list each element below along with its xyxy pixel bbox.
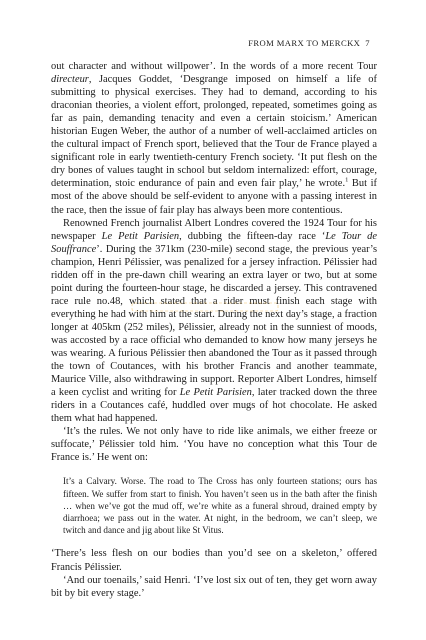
paragraph-1: [51, 60, 377, 217]
body-text: [51, 60, 377, 600]
block-quote: It’s a Calvary. Worse. The road to The Cross has only fourteen stations; ours has fifteen. We suffer from start to finish. You haven’t seen us in the bath after the finish … when we’ve got the mud off, we’re white as a funeral shroud, drained empty by diarrhoea; we pass out in the water. At night, in the bedroom, we can’t sleep, we twitch and dance and jig about like St Vitus.: [63, 476, 377, 536]
paragraph-2-italic-2: Le Tour de Souffrance: [51, 230, 377, 255]
paragraph-1-text-a: out character and without willpower’. In the words of a more recent Tour: [51, 61, 377, 72]
paragraph-4: ‘There’s less flesh on our bodies than you’d see on a skeleton,’ offered Francis Pélissier.: [51, 548, 377, 573]
running-title: FROM MARX TO MERCKX: [248, 38, 361, 48]
paragraph-2-text-a: Renowned French journalist Albert Londres covered the 1924 Tour for his newspaper: [51, 217, 377, 242]
paragraph-1-text-c: But if most of the above should be self-evident to anyone with a passing interest in the race, then the issue of fair play has always been more contentious.: [51, 178, 377, 216]
paragraph-1-italic: directeur: [51, 74, 89, 86]
paragraph-2-text-d: , later tracked down the three riders in a Coutances café, huddled over mugs of hot chocolate. He asked them what had happened.: [51, 387, 377, 425]
paragraph-3: ‘It’s the rules. We not only have to ride like animals, we either freeze or suffocate,’ Pélissier told him. ‘You have no conception what this Tour de France is.’ He went on:: [51, 426, 377, 464]
paragraph-2-italic-3: Le Petit Parisien: [179, 387, 252, 399]
running-header: [248, 38, 370, 48]
page-number: 7: [365, 38, 370, 48]
paragraph-1-text-b: , Jacques Goddet, ‘Desgrange imposed on himself a life of submitting to physical exercises. They had to demand, according to his draconian theories, a violent effort, prolonged, repeated, sometimes going as far as pain, demanding tenacity and even a certain stoicism.’ American historian Eugen Weber, the author of a number of well-acclaimed articles on the cultural impact of French sport, believed that the Tour de France played a significant role in early twentieth-century French society. ‘It put flesh on the dry bones of values taught in school but seldom internalized: effort, courage, determination, stoic endurance of pain and even fair play,’ he wrote.: [51, 74, 377, 190]
paragraph-2-italic-1: Le Petit Parisien: [101, 230, 180, 242]
footnote-marker[interactable]: 1: [345, 176, 349, 184]
paragraph-2-text-c: ’. During the 371km (230-mile) second stage, the previous year’s champion, Henri Pélissier, was penalized for a jersey infraction. Pélissier had ridden off in the pre-dawn chill wearing an extra layer or two, but at some point during the fourteen-hour stage, he discarded a jersey. This contravened race rule no.48, which stated that a rider must finish each stage with everything he had with him at the start. During the next day’s stage, a fraction longer at 405km (252 miles), Pélissier, already not in the sunniest of moods, was accosted by a race official who demanded to know how many jerseys he was wearing. A furious Pélissier then abandoned the Tour as it passed through the town of Coutances, with his brother Francis and another teammate, Maurice Ville, also withdrawing in support. Reporter Albert Londres, himself a keen cyclist and writing for: [51, 243, 377, 399]
paragraph-5: ‘And our toenails,’ said Henri. ‘I’ve lost six out of ten, they get worn away bit by bit every stage.’: [51, 574, 377, 599]
paragraph-2: [51, 217, 377, 426]
paragraph-2-text-b: , dubbing the fifteen-day race ‘: [179, 230, 326, 242]
